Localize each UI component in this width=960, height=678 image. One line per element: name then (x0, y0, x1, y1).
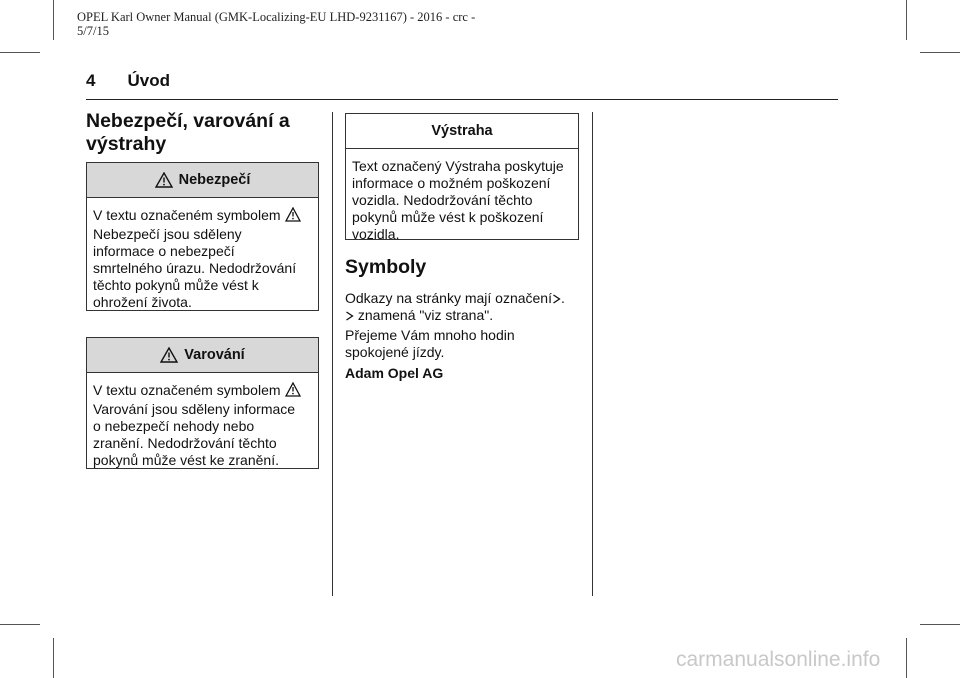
page-number: 4 (86, 71, 96, 90)
column-divider (592, 112, 593, 596)
caution-header (346, 114, 578, 149)
crop-mark (906, 0, 907, 40)
danger-text: V textu označeném symbolem Nebezpečí jsou sděleny informace o nebezpečí smrtelného úrazu. Nedodržování těchto pokynů může vést k ohrožení života. (87, 198, 318, 311)
meta-line: OPEL Karl Owner Manual (GMK-Localizing-EU LHD-9231167) - 2016 - crc - (77, 10, 476, 24)
danger-heading: Nebezpečí (178, 172, 251, 188)
warning-header (87, 338, 318, 373)
crop-mark (53, 638, 54, 678)
closing-wish: Přejeme Vám mnoho hodin spokojené jízdy. (345, 327, 515, 360)
crop-mark (920, 624, 960, 625)
danger-header (87, 163, 318, 198)
crop-mark (920, 52, 960, 53)
crop-mark (906, 638, 907, 678)
watermark: carmanualsonline.info (676, 648, 881, 671)
warning-triangle-icon (285, 382, 301, 401)
symbols-text: Odkazy na stránky mají označení . znamená "viz strana". (345, 290, 565, 323)
page-reference-icon (345, 308, 354, 318)
caution-notice (345, 113, 579, 240)
chapter-title: Úvod (127, 71, 170, 90)
danger-notice (86, 162, 319, 311)
crop-mark (53, 0, 54, 40)
symbols-title: Symboly (345, 256, 427, 278)
crop-mark (0, 624, 40, 625)
warning-triangle-icon (155, 172, 173, 188)
warning-heading: Varování (184, 347, 245, 363)
meta-date: 5/7/15 (77, 24, 109, 38)
caution-heading: Výstraha (431, 123, 493, 139)
warning-notice (86, 337, 319, 469)
document-meta (77, 10, 475, 38)
warning-triangle-icon (160, 347, 178, 363)
warning-text: V textu označeném symbolem Varování jsou sděleny informace o nebezpečí nehody nebo zranění. Nedodržování těchto pokynů může vést ke zranění. (87, 373, 318, 469)
running-head (86, 70, 838, 100)
warning-triangle-icon (285, 207, 301, 226)
page-reference-icon (552, 291, 561, 301)
section-title: Nebezpečí, varování a výstrahy (86, 110, 290, 155)
signature: Adam Opel AG (345, 365, 444, 381)
caution-text: Text označený Výstraha poskytuje informace o možném poškození vozidla. Nedodržování těchto pokynů může vést k poškození vozidla. (352, 158, 564, 242)
crop-mark (0, 52, 40, 53)
column-divider (332, 112, 333, 596)
